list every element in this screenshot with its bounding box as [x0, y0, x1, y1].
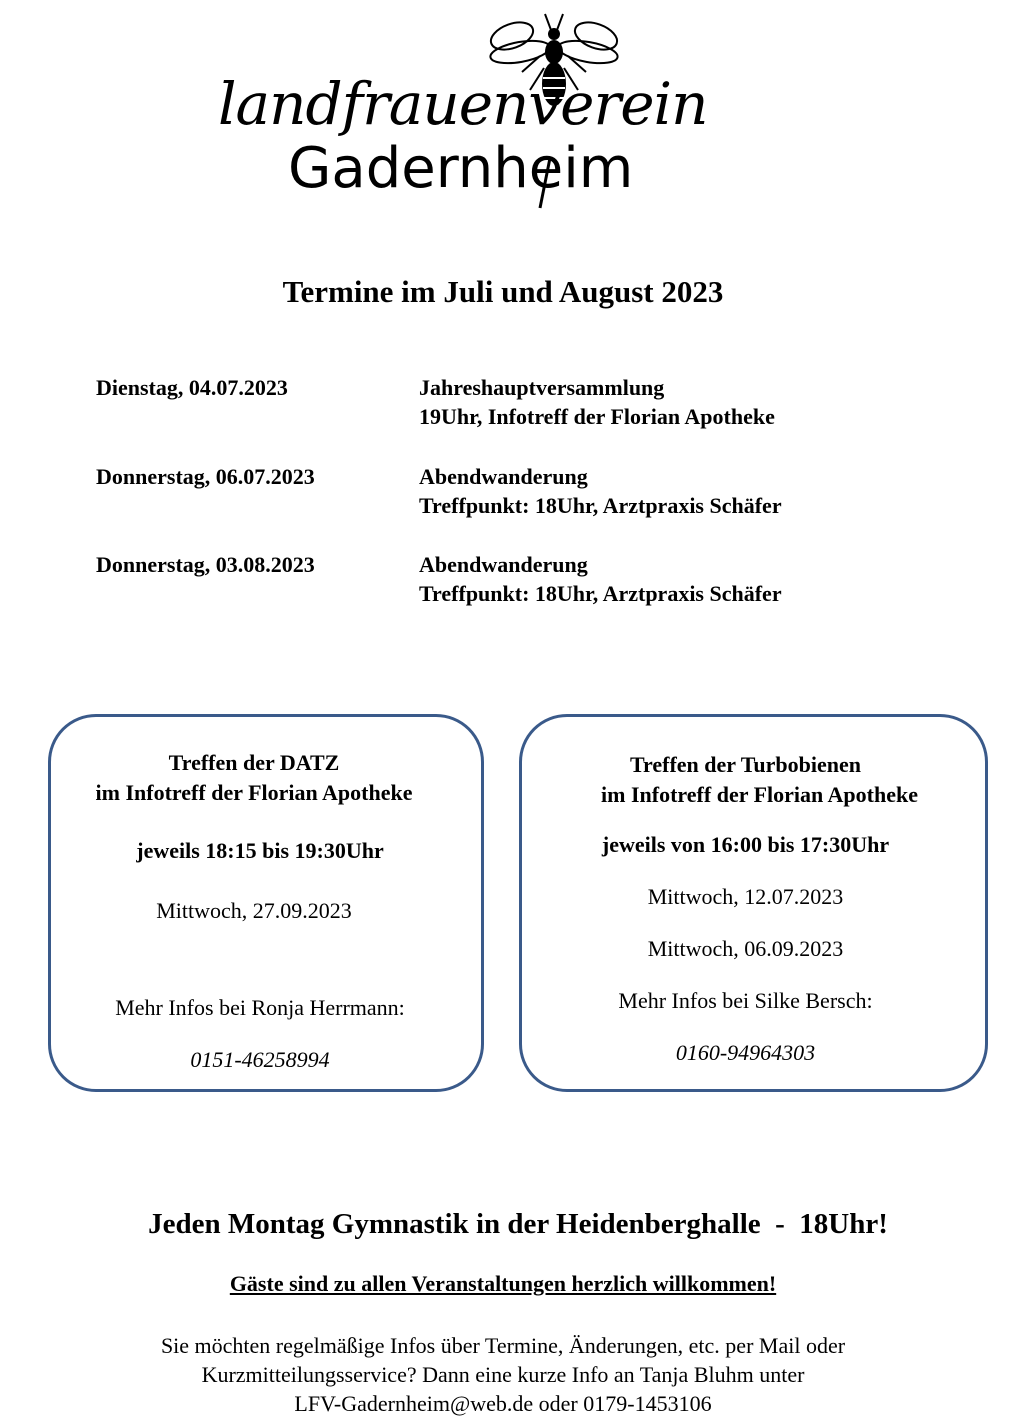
- event-details: 19Uhr, Infotreff der Florian Apotheke: [419, 404, 775, 429]
- box-heading: Treffen der Turbobienen: [629, 752, 862, 777]
- event-title: Abendwanderung: [419, 464, 588, 489]
- datz-box: [48, 714, 484, 1092]
- logo: [200, 8, 820, 213]
- info-line: Kurzmitteilungsservice? Dann eine kurze Info an Tanja Bluhm unter: [201, 1362, 805, 1387]
- event-date: Donnerstag, 06.07.2023: [96, 464, 315, 489]
- box-date: Mittwoch, 27.09.2023: [156, 898, 352, 923]
- info-line: Sie möchten regelmäßige Infos über Termine, Änderungen, etc. per Mail oder: [160, 1333, 846, 1358]
- event-details: Treffpunkt: 18Uhr, Arztpraxis Schäfer: [419, 581, 782, 606]
- gymnastics-notice: Jeden Montag Gymnastik in der Heidenberghalle - 18Uhr!: [148, 1208, 888, 1240]
- box-date: Mittwoch, 06.09.2023: [647, 936, 844, 961]
- info-text: [0, 1331, 1006, 1418]
- guests-welcome: Gäste sind zu allen Veranstaltungen herzlich willkommen!: [229, 1271, 777, 1296]
- event-description: [419, 550, 782, 608]
- event-date: Donnerstag, 03.08.2023: [96, 552, 315, 577]
- turbobienen-box: [519, 714, 988, 1092]
- box-subheading: im Infotreff der Florian Apotheke: [95, 780, 413, 805]
- box-phone: 0151-46258994: [190, 1047, 330, 1072]
- page-title: Termine im Juli und August 2023: [282, 274, 724, 309]
- box-time: jeweils von 16:00 bis 17:30Uhr: [601, 832, 890, 857]
- box-subheading: im Infotreff der Florian Apotheke: [601, 782, 918, 807]
- event-description: [419, 462, 782, 520]
- event-date: Dienstag, 04.07.2023: [96, 375, 288, 400]
- event-details: Treffpunkt: 18Uhr, Arztpraxis Schäfer: [419, 493, 782, 518]
- info-line: LFV-Gadernheim@web.de oder 0179-1453106: [294, 1391, 712, 1416]
- logo-town-text: Gadernheim: [288, 136, 634, 201]
- box-contact: Mehr Infos bei Ronja Herrmann:: [115, 995, 405, 1020]
- box-phone: 0160-94964303: [675, 1040, 816, 1065]
- event-title: Jahreshauptversammlung: [419, 375, 665, 400]
- box-heading: Treffen der DATZ: [168, 750, 340, 775]
- box-date: Mittwoch, 12.07.2023: [647, 884, 844, 909]
- box-time: jeweils 18:15 bis 19:30Uhr: [136, 838, 384, 863]
- event-description: [419, 373, 775, 431]
- event-title: Abendwanderung: [419, 552, 588, 577]
- logo-script-text: landfrauenverein: [218, 70, 708, 138]
- box-contact: Mehr Infos bei Silke Bersch:: [618, 988, 873, 1013]
